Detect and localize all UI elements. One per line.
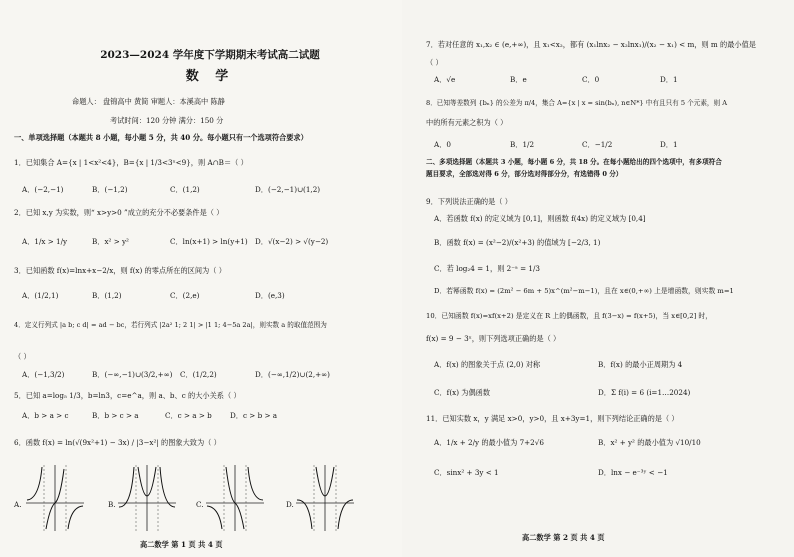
q6-graph-d [294, 463, 356, 533]
q6-stem: 6．函数 f(x) = ln(√(9x²+1) − 3x) / |3−x²| 的图象大致为（ ） [14, 438, 221, 447]
authors-line: 命题人： 盘锦高中 黄简 审题人：本溪高中 陈静 [72, 97, 225, 106]
q5-option-d: D．c > b > a [230, 411, 278, 420]
footer-page-2: 高二数学 第 2 页 共 4 页 [522, 533, 605, 542]
q6-option-b: B. [108, 500, 116, 509]
q3-option-b: B．(1,2) [92, 291, 122, 300]
q10-option-d: D．Σ f(i) = 6 (i=1…2024) [598, 388, 691, 397]
q10-stem: 10．已知函数 f(x)=xf(x+2) 是定义在 R 上的偶函数，且 f(3−x) = f(x+5)，当 x∈[0,2] 时， [426, 312, 713, 320]
q11-option-a: A．1/x + 2/y 的最小值为 7+2√6 [434, 438, 544, 447]
q1-option-a: A．(−2,−1) [22, 185, 64, 194]
q5-option-a: A．b > a > c [22, 411, 69, 420]
q4-stem: 4．定义行列式 |a b; c d| = ad − bc，若行列式 |2a² 1; 2 1| > |1 1; 4−5a 2a|，则实数 a 的取值范围为 [14, 321, 327, 329]
exam-page-2 [402, 0, 794, 557]
q4-option-a: A．(−1,3/2) [22, 370, 65, 379]
q3-option-c: C．(2,e) [170, 291, 200, 300]
q3-option-a: A．(1/2,1) [22, 291, 59, 300]
q4-option-c: C．(1/2,2) [180, 370, 217, 379]
section2-heading-line2: 题目要求，全部选对得 6 分，部分选对得部分分，有选错得 0 分） [426, 170, 623, 178]
subject-title: 数 学 [185, 69, 235, 84]
q2-option-d: D．√(x−2) > √(y−2) [255, 237, 329, 246]
q7-option-b: B．e [510, 75, 527, 84]
exam-title: 2023—2024 学年度下学期期末考试高二试题 [100, 49, 320, 61]
q9-stem: 9．下列说法正确的是（ ） [426, 197, 512, 206]
q8-stem: 8．已知等差数列 {bₙ} 的公差为 π/4，集合 A={x | x = sin(bₙ), n∈N*} 中有且只有 5 个元素，则 A [426, 99, 727, 107]
q7-stem: 7．若对任意的 x₁,x₂ ∈ (e,+∞)，且 x₁<x₂，都有 (x₁lnx₂ − x₂lnx₁)/(x₂ − x₁) < m，则 m 的最小值是 [426, 40, 756, 49]
q1-stem: 1．已知集合 A={x | 1<x²<4}，B={x | 1/3<3ˣ<9}，则 A∩B＝（ ） [14, 158, 248, 167]
q11-option-b: B．x² + y² 的最小值为 √10/10 [598, 438, 701, 447]
q6-option-c: C. [196, 500, 204, 509]
q9-option-b: B．函数 f(x) = (x²−2)/(x²+3) 的值域为 [−2/3, 1) [434, 238, 601, 247]
q6-graph-b [116, 463, 178, 533]
q10-stem-cont: f(x) = 9 − 3ˣ，则下列选项正确的是（ ） [426, 334, 561, 343]
q6-option-d: D. [286, 500, 294, 509]
q5-option-b: B．b > c > a [92, 411, 139, 420]
q6-graph-c [204, 463, 266, 533]
q9-option-d: D．若幂函数 f(x) = (2m² − 6m + 5)x^(m²−m−1)，且在 x∈(0,+∞) 上是增函数，则实数 m=1 [434, 287, 734, 295]
q2-option-b: B．x² > y² [92, 237, 129, 246]
q2-option-c: C．ln(x+1) > ln(y+1) [170, 237, 248, 246]
q7-option-a: A．√e [434, 75, 456, 84]
q9-option-a: A．若函数 f(x) 的定义域为 [0,1]，则函数 f(4x) 的定义域为 [0,4] [434, 214, 646, 223]
section2-heading-line1: 二、多项选择题（本题共 3 小题，每小题 6 分，共 18 分。在每小题给出的四个选项中，有多项符合 [426, 158, 722, 166]
q6-graph-a [24, 463, 86, 533]
q11-option-d: D．lnx − e⁻³ʸ < −1 [598, 468, 668, 477]
footer-page-1: 高二数学 第 1 页 共 4 页 [140, 540, 223, 549]
q2-stem: 2．已知 x,y 为实数，则“ x>y>0 ”成立的充分不必要条件是（ ） [14, 208, 224, 217]
q1-option-c: C．(1,2) [170, 185, 200, 194]
q3-stem: 3．已知函数 f(x)=lnx+x−2/x，则 f(x) 的零点所在的区间为（ ） [14, 266, 226, 275]
q1-option-b: B．(−1,2) [92, 185, 128, 194]
q5-option-c: C．c > a > b [165, 411, 212, 420]
q8-option-c: C．−1/2 [582, 140, 613, 149]
q1-option-d: D．(−2,−1)∪(1,2) [255, 185, 321, 194]
q11-stem: 11．已知实数 x，y 满足 x>0，y>0，且 x+3y=1，则下列结论正确的是（ ） [426, 414, 679, 423]
q3-option-d: D．(e,3) [255, 291, 285, 300]
q6-option-a: A. [14, 500, 22, 509]
time-score-line: 考试时间：120 分钟 满分：150 分 [110, 116, 224, 125]
q8-option-a: A．0 [434, 140, 451, 149]
q4-option-b: B．(−∞,−1)∪(3/2,+∞) [92, 370, 173, 379]
q7-option-c: C．0 [582, 75, 600, 84]
q10-option-b: B．f(x) 的最小正周期为 4 [598, 360, 683, 369]
q8-option-d: D．1 [660, 140, 678, 149]
q11-option-c: C．sinx² + 3y < 1 [434, 468, 499, 477]
q8-stem-cont: 中的所有元素之积为（ ） [426, 118, 508, 127]
q9-option-c: C．若 log₂4 = 1，则 2⁻ᵃ = 1/3 [434, 264, 540, 273]
q2-option-a: A．1/x > 1/y [22, 237, 68, 246]
q4-paren: （ ） [14, 352, 31, 361]
q5-stem: 5．已知 a=log₅ 1/3，b=ln3，c=e^a，则 a、b、c 的大小关系（ ） [14, 391, 241, 400]
section1-heading: 一、单项选择题（本题共 8 小题，每小题 5 分，共 40 分。每小题只有一个选项符合要求） [14, 133, 308, 142]
q7-option-d: D．1 [660, 75, 678, 84]
q8-option-b: B．1/2 [510, 140, 535, 149]
q7-paren: （ ） [426, 58, 443, 67]
q10-option-a: A．f(x) 的图象关于点 (2,0) 对称 [434, 360, 541, 369]
q10-option-c: C．f(x) 为偶函数 [434, 388, 491, 397]
q4-option-d: D．(−∞,1/2)∪(2,+∞) [255, 370, 330, 379]
